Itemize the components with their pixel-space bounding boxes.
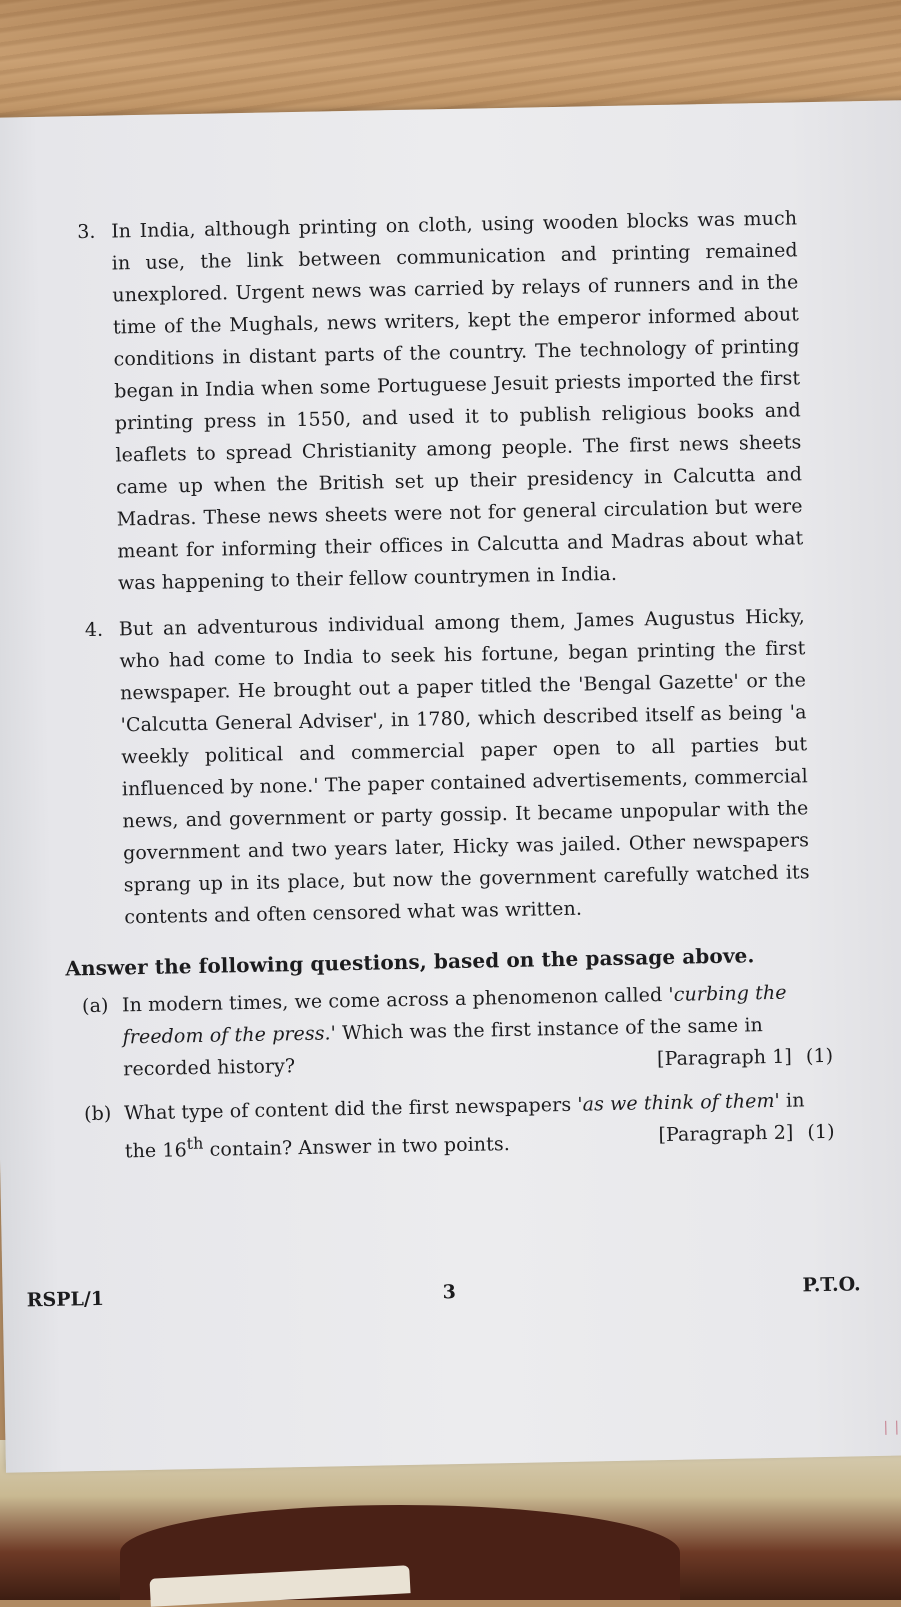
exam-page [0,100,901,1473]
question-b [84,1084,835,1169]
question-a [82,976,834,1086]
paragraph-number: 4. [84,618,104,642]
question-label: (a) [81,994,109,1018]
passage-paragraph-3 [77,202,804,600]
page-footer [2,1273,882,1312]
page-content [65,202,835,1180]
passage-paragraph-4 [85,600,811,934]
question-meta [657,1040,834,1075]
question-instruction: Answer the following questions, based on the passage above. [65,943,755,981]
page-edge-mark [885,1421,897,1435]
paper-code: RSPL/1 [26,1287,105,1312]
question-label: (b) [83,1102,112,1126]
question-italic-phrase: 'as we think of them' [577,1089,781,1116]
paragraph-reference: [Paragraph 1] [656,1045,793,1071]
question-text-part: in the 16 [124,1089,805,1163]
question-marks: (1) [805,1044,834,1068]
paragraph-number: 3. [76,220,96,244]
ordinal-superscript: th [186,1133,204,1154]
question-meta [658,1116,835,1151]
question-text-part: What type of content did the first newspapers [123,1093,578,1125]
question-marks: (1) [807,1120,835,1144]
page-number: 3 [442,1281,457,1304]
paragraph-text: In India, although printing on cloth, using wooden blocks was much in use, the link between communication and printing remained unexplored. Urgent news was carried by relays of runners and in the time of the Mughals, news writers, kept the emperor informed about conditions in distant parts of the country. The technology of printing began in India when some Portuguese Jesuit priests imported the first printing press in 1550, and used it to publish religious books and leaflets to spread Christianity among people. The first news sheets came up when the British set up their presidency in Calcutta and Madras. These news sheets were not for general circulation but were meant for informing their offices in Calcutta and Madras about what was happening to their fellow countrymen in India. [110,207,804,595]
paragraph-reference: [Paragraph 2] [658,1121,794,1147]
please-turn-over: P.T.O. [802,1273,861,1297]
paragraph-text: But an adventurous individual among them, James Augustus Hicky, who had come to India to seek his fortune, began printing the first newspaper. He brought out a paper titled the 'Bengal Gazette' or the 'Calcutta General Adviser', in 1780, which described itself as being 'a weekly political and commercial paper open to all parties but influenced by none.' The paper contained advertisements, commercial news, and government or party gossip. It became unpopular with the government and two years later, Hicky was jailed. Other newspapers sprang up in its place, but now the government carefully watched its contents and often censored what was written. [118,605,810,929]
question-text-part: Which was the first instance of the same in recorded history? [123,1014,764,1081]
question-text-part: contain? Answer in two points. [203,1133,511,1162]
question-italic-phrase: 'curbing the freedom of the press.' [122,981,787,1049]
question-text-part: In modern times, we come across a phenomenon called [121,983,669,1017]
